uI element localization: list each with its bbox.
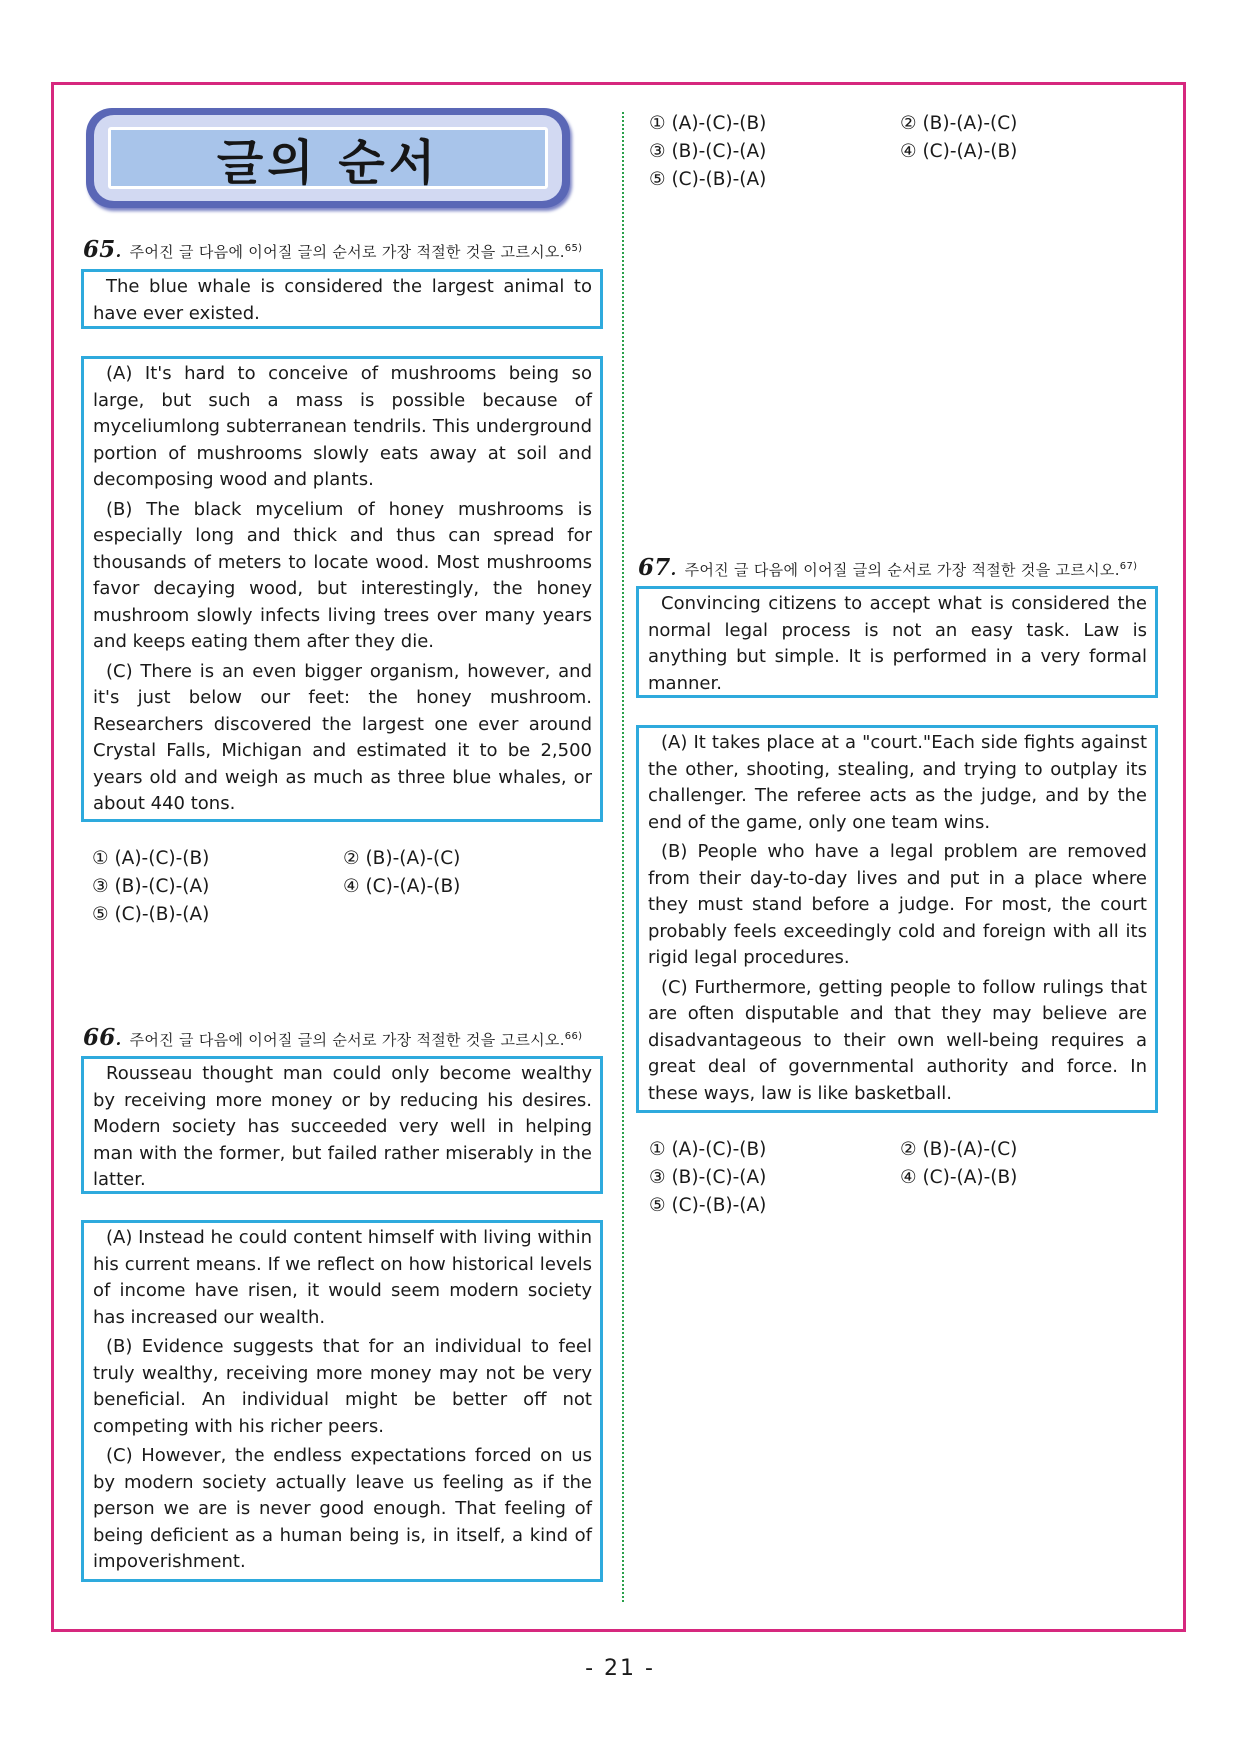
choice-2[interactable]: ② (B)-(A)-(C) [900, 113, 1018, 134]
section-title-badge [86, 108, 570, 208]
question-67-header: 67. 주어진 글 다음에 이어질 글의 순서로 가장 적절한 것을 고르시오.$^{67)}$ [638, 554, 1138, 581]
choice-1[interactable]: ① (A)-(C)-(B) [649, 1139, 767, 1160]
question-66-header: 66. 주어진 글 다음에 이어질 글의 순서로 가장 적절한 것을 고르시오.$^{66)}$ [83, 1024, 583, 1051]
choice-1[interactable]: ① (A)-(C)-(B) [92, 848, 210, 869]
choice-3[interactable]: ③ (B)-(C)-(A) [649, 1167, 767, 1188]
footnote-ref: 66) [564, 1031, 583, 1042]
question-number: 67 [638, 554, 671, 581]
choice-3[interactable]: ③ (B)-(C)-(A) [92, 876, 210, 897]
question-66-passages-box [81, 1220, 603, 1582]
passage-c: (C) There is an even bigger organism, however, and it's just below our feet: the honey mushroom. Researchers discovered the largest one ever around Crystal Falls, Michigan and estimated it to be 2,500 years old and weigh as much as three blue whales, or about 440 tons. [93, 660, 592, 814]
choice-3[interactable]: ③ (B)-(C)-(A) [649, 141, 767, 162]
given-passage: Rousseau thought man could only become wealthy by receiving more money or by reducing his desires. Modern society has succeeded very well in helping man with the former, but failed rather miserably in the latter. [93, 1063, 592, 1190]
question-number: 66 [83, 1024, 116, 1051]
section-title: 글의 순서 [216, 134, 440, 191]
page-number: - 21 - [585, 1656, 655, 1681]
footnote-ref: 65) [564, 243, 583, 254]
passage-c: (C) Furthermore, getting people to follow rulings that are often disputable and that they may believe are disadvantageous to their own well-being requires a great deal of governmental authority and force. In these ways, law is like basketball. [648, 976, 1147, 1104]
question-number: 65 [83, 236, 116, 263]
choice-4[interactable]: ④ (C)-(A)-(B) [900, 141, 1018, 162]
question-instruction: 주어진 글 다음에 이어질 글의 순서로 가장 적절한 것을 고르시오. [129, 243, 565, 261]
question-66-given-box [81, 1056, 603, 1194]
choice-4[interactable]: ④ (C)-(A)-(B) [900, 1167, 1018, 1188]
choice-4[interactable]: ④ (C)-(A)-(B) [343, 876, 461, 897]
question-67-given-box [636, 586, 1158, 698]
passage-b: (B) The black mycelium of honey mushrooms is especially long and thick and thus can spread for thousands of meters to locate wood. Most mushrooms favor decaying wood, but interestingly, the honey mushroom slowly infects living trees over many years and keeps eating them after they die. [93, 498, 592, 652]
question-65-given-box [81, 269, 603, 329]
passage-a: (A) It takes place at a "court."Each side fights against the other, shooting, stealing, and trying to outplay its challenger. The referee acts as the judge, and by the end of the game, only one team wins. [648, 732, 1147, 833]
choice-5[interactable]: ⑤ (C)-(B)-(A) [649, 169, 767, 190]
passage-b: (B) Evidence suggests that for an individual to feel truly wealthy, receiving more money may not be very beneficial. An individual might be better off not competing with his richer peers. [93, 1336, 592, 1437]
question-65-header: 65. 주어진 글 다음에 이어질 글의 순서로 가장 적절한 것을 고르시오.$^{65)}$ [83, 236, 583, 263]
given-passage: Convincing citizens to accept what is considered the normal legal process is not an easy task. Law is anything but simple. It is performed in a very formal manner. [648, 593, 1147, 694]
passage-a: (A) Instead he could content himself with living within his current means. If we reflect on how historical levels of income have risen, it would seem modern society has increased our wealth. [93, 1227, 592, 1328]
choice-1[interactable]: ① (A)-(C)-(B) [649, 113, 767, 134]
choice-2[interactable]: ② (B)-(A)-(C) [900, 1139, 1018, 1160]
question-65-passages-box [81, 356, 603, 822]
passage-a: (A) It's hard to conceive of mushrooms being so large, but such a mass is possible because of myceliumlong subterranean tendrils. This underground portion of mushrooms slowly eats away at soil and decomposing wood and plants. [93, 363, 592, 490]
given-passage: The blue whale is considered the largest animal to have ever existed. [93, 276, 592, 324]
passage-b: (B) People who have a legal problem are removed from their day-to-day lives and put in a place where they must stand before a judge. For most, the court probably feels exceedingly cold and foreign with all its rigid legal procedures. [648, 841, 1147, 968]
question-instruction: 주어진 글 다음에 이어질 글의 순서로 가장 적절한 것을 고르시오. [129, 1031, 565, 1049]
question-67-passages-box [636, 725, 1158, 1113]
question-instruction: 주어진 글 다음에 이어질 글의 순서로 가장 적절한 것을 고르시오. [684, 561, 1120, 579]
footnote-ref: 67) [1119, 561, 1138, 572]
choice-2[interactable]: ② (B)-(A)-(C) [343, 848, 461, 869]
column-divider [622, 112, 624, 1602]
choice-5[interactable]: ⑤ (C)-(B)-(A) [92, 904, 210, 925]
passage-c: (C) However, the endless expectations forced on us by modern society actually leave us feeling as if the person we are is never good enough. That feeling of being deficient as a human being is, in itself, a kind of impoverishment. [93, 1445, 592, 1572]
choice-5[interactable]: ⑤ (C)-(B)-(A) [649, 1195, 767, 1216]
